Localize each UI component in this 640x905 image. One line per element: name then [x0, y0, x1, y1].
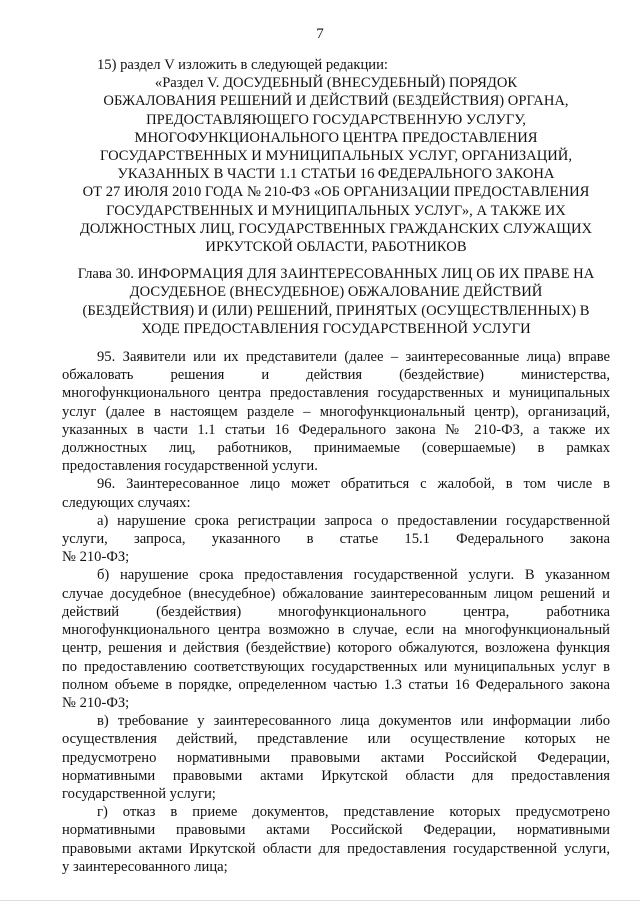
paragraph-line: по предоставлению соответствующих государственных или муниципальных услуг в — [62, 658, 610, 675]
paragraph-95 — [62, 348, 610, 475]
paragraph-line: следующих случаях: — [62, 494, 191, 511]
paragraph-line: услуги, запроса, указанного в статье 15.1 Федерального закона — [62, 531, 610, 548]
paragraph-line: услуг (далее в настоящем разделе – многофункциональный центр), организаций, — [62, 403, 610, 420]
paragraph-line: № 210-ФЗ; — [62, 549, 130, 566]
paragraph-line: г) отказ в приеме документов, представление которых предусмотрено — [97, 804, 610, 821]
section-title-line: ДОЛЖНОСТНЫХ ЛИЦ, ГОСУДАРСТВЕННЫХ ГРАЖДАНСКИХ СЛУЖАЩИХ — [79, 220, 593, 237]
paragraph-line: № 210-ФЗ; — [62, 694, 130, 711]
section-title — [62, 74, 610, 256]
paragraph-line: у заинтересованного лица; — [62, 858, 228, 875]
page-bottom-edge — [0, 900, 640, 901]
chapter-title-line: ДОСУДЕБНОЕ (ВНЕСУДЕБНОЕ) ОБЖАЛОВАНИЕ ДЕЙСТВИЙ — [129, 284, 543, 301]
document-body — [62, 56, 610, 876]
section-title-line: ПРЕДОСТАВЛЯЮЩЕГО ГОСУДАРСТВЕННУЮ УСЛУГУ, — [146, 111, 526, 128]
paragraph-96 — [62, 475, 610, 511]
section-title-line: ОБЖАЛОВАНИЯ РЕШЕНИЙ И ДЕЙСТВИЙ (БЕЗДЕЙСТВИЯ) ОРГАНА, — [103, 93, 569, 110]
paragraph-line: случае досудебное (внесудебное) обжалование заинтересованным лицом решений и — [62, 585, 610, 602]
paragraph-line: предоставления государственной услуги. — [62, 458, 318, 475]
paragraph-line: многофункционального центра возможно в случае, если на многофункциональный — [62, 622, 610, 639]
amendment-intro: 15) раздел V изложить в следующей редакции: — [97, 57, 388, 73]
chapter-title-line: Глава 30. ИНФОРМАЦИЯ ДЛЯ ЗАИНТЕРЕСОВАННЫХ ЛИЦ ОБ ИХ ПРАВЕ НА — [77, 266, 595, 283]
chapter-title-line: (БЕЗДЕЙСТВИЯ) И (ИЛИ) РЕШЕНИЙ, ПРИНЯТЫХ (ОСУЩЕСТВЛЕННЫХ) В — [82, 302, 590, 319]
paragraph-line: действий (бездействия) многофункционального центра, работника — [62, 603, 610, 620]
paragraph-line: 95. Заявители или их представители (далее – заинтересованные лица) вправе — [97, 349, 610, 366]
paragraph-line: предусмотрено нормативными правовыми актами Российской Федерации, — [62, 749, 610, 766]
section-title-line: «Раздел V. ДОСУДЕБНЫЙ (ВНЕСУДЕБНЫЙ) ПОРЯДОК — [154, 75, 518, 92]
paragraphs — [62, 348, 610, 876]
page-number: 7 — [316, 26, 324, 42]
paragraph-line: правовыми актами Иркутской области для предоставления государственной услуги, — [62, 840, 610, 857]
paragraph-line: а) нарушение срока регистрации запроса о предоставлении государственной — [97, 512, 610, 529]
paragraph-item-b — [62, 566, 610, 712]
chapter-title — [62, 265, 610, 338]
paragraph-item-a — [62, 512, 610, 567]
paragraph-line: 96. Заинтересованное лицо может обратиться с жалобой, в том числе в — [97, 476, 610, 493]
paragraph-line: осуществления действий, представление или осуществление которых не — [62, 731, 610, 748]
paragraph-line: обжаловать решения и действия (бездействие) министерства, — [62, 367, 610, 384]
paragraph-line: б) нарушение срока предоставления государственной услуги. В указанном — [97, 567, 610, 584]
paragraph-line: указанных в части 1.1 статьи 16 Федерального закона № 210-ФЗ, а также их — [62, 421, 610, 438]
paragraph-line: нормативными правовыми актами Российской Федерации, нормативными — [62, 822, 610, 839]
paragraph-item-v — [62, 712, 610, 803]
paragraph-line: полном объеме в порядке, определенном частью 1.3 статьи 16 Федерального закона — [62, 676, 610, 693]
paragraph-line: в) требование у заинтересованного лица документов или информации либо — [97, 713, 610, 730]
section-title-line: УКАЗАННЫХ В ЧАСТИ 1.1 СТАТЬИ 16 ФЕДЕРАЛЬНОГО ЗАКОНА — [117, 166, 555, 183]
paragraph-line: должностных лиц, работников, принимаемые (совершаемые) в рамках — [62, 440, 610, 457]
section-title-line: ИРКУТСКОЙ ОБЛАСТИ, РАБОТНИКОВ — [205, 239, 467, 256]
section-title-line: ГОСУДАРСТВЕННЫХ И МУНИЦИПАЛЬНЫХ УСЛУГ», А ТАКЖЕ ИХ — [106, 202, 566, 219]
section-title-line: МНОГОФУНКЦИОНАЛЬНОГО ЦЕНТРА ПРЕДОСТАВЛЕНИЯ — [134, 129, 538, 146]
paragraph-line: центр, решения и действия (бездействие) которого обжалуются, возложена функция — [62, 640, 610, 657]
paragraph-line: нормативными правовыми актами Иркутской области для предоставления — [62, 767, 610, 784]
paragraph-line: многофункционального центра предоставления государственных и муниципальных — [62, 385, 610, 402]
paragraph-line: государственной услуги; — [62, 785, 216, 802]
chapter-title-line: ХОДЕ ПРЕДОСТАВЛЕНИЯ ГОСУДАРСТВЕННОЙ УСЛУГИ — [141, 320, 531, 337]
section-title-line: ОТ 27 ИЮЛЯ 2010 ГОДА № 210-ФЗ «ОБ ОРГАНИЗАЦИИ ПРЕДОСТАВЛЕНИЯ — [82, 184, 590, 201]
paragraph-item-g — [62, 803, 610, 876]
section-title-line: ГОСУДАРСТВЕННЫХ И МУНИЦИПАЛЬНЫХ УСЛУГ, ОРГАНИЗАЦИЙ, — [100, 148, 572, 165]
